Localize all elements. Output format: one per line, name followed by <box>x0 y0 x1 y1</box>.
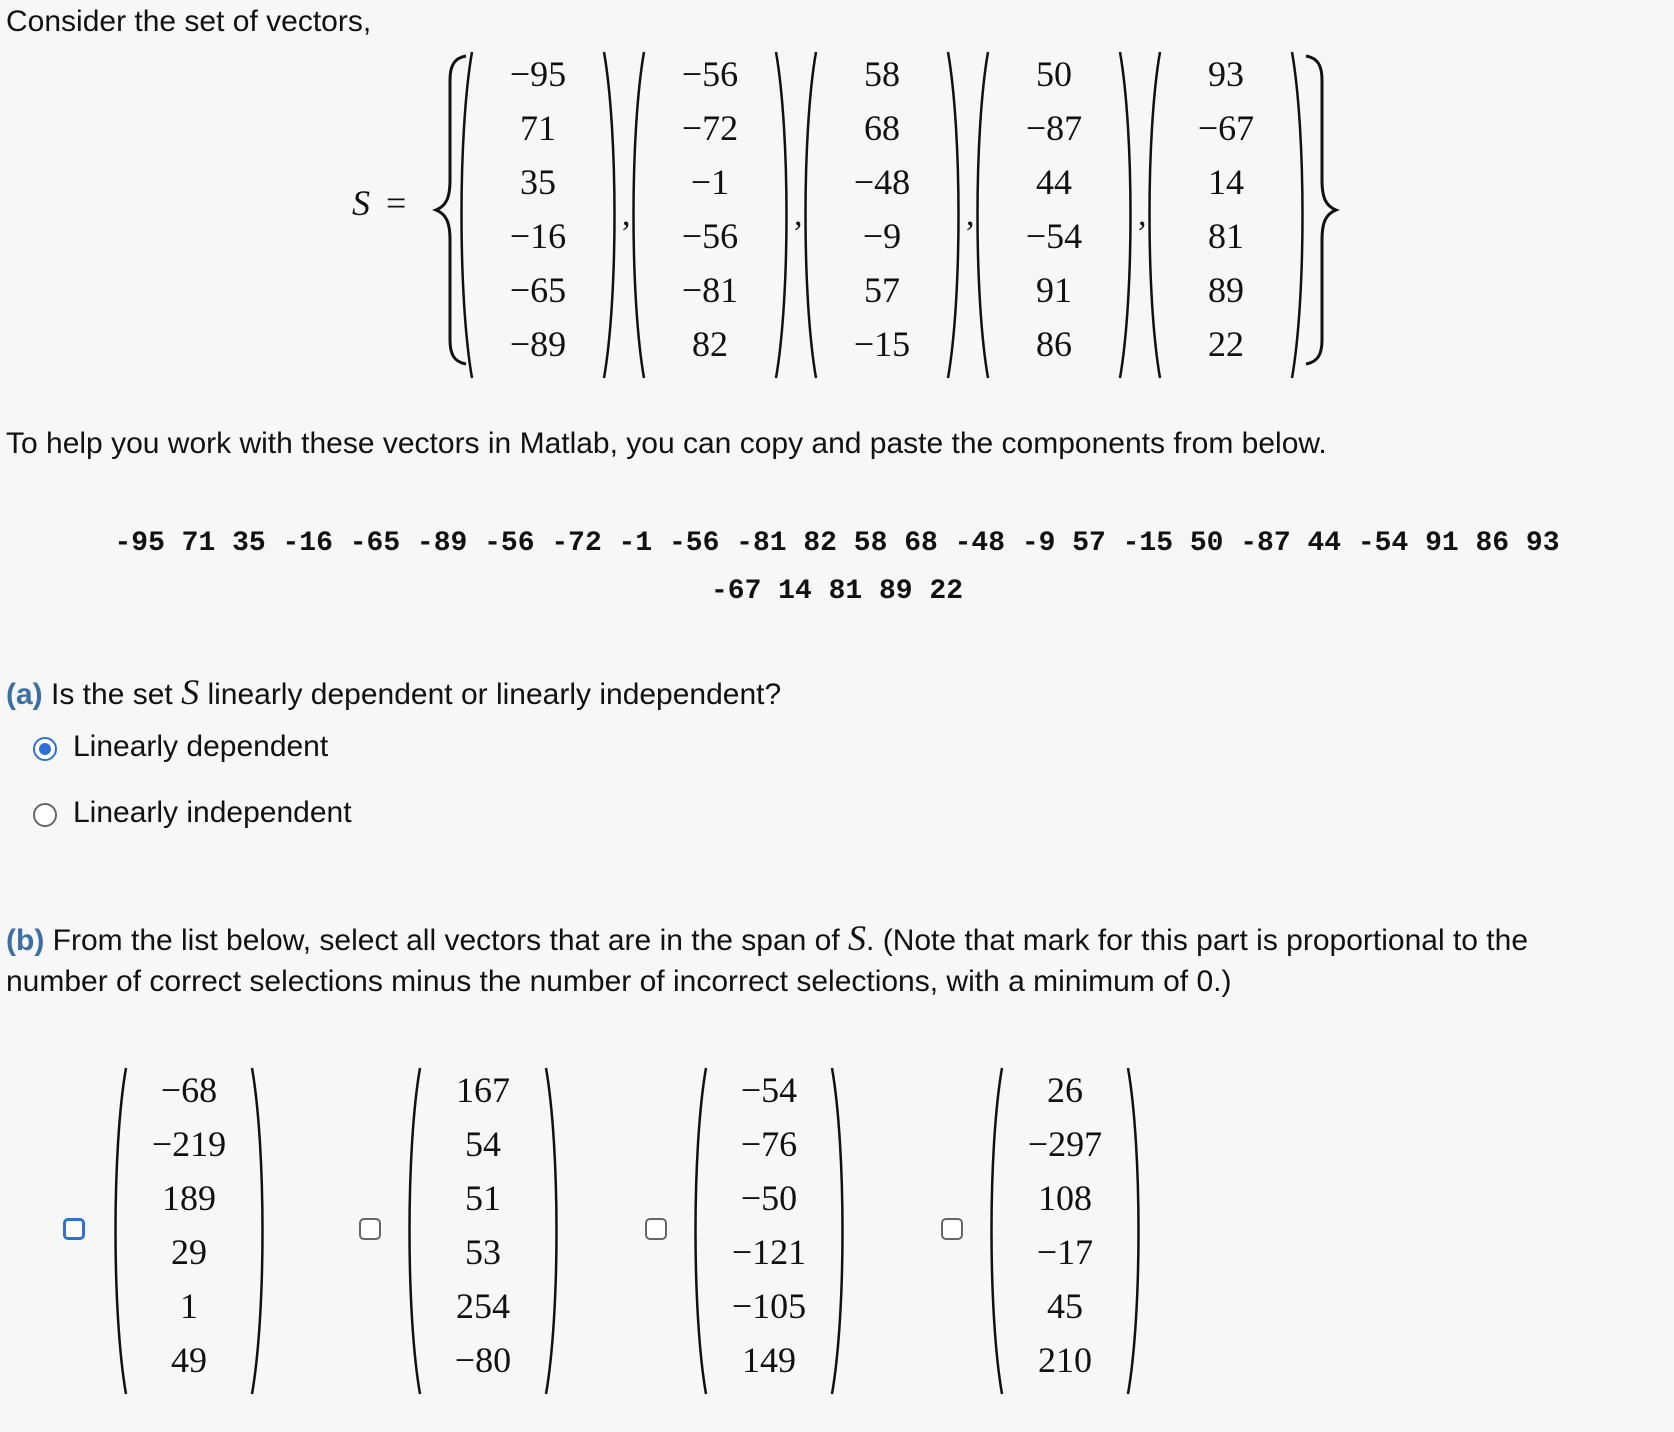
vector-entry: −56 <box>681 216 739 256</box>
vector-entry: 149 <box>742 1340 796 1380</box>
vector-entry: 89 <box>1208 270 1244 310</box>
vector-entry: 91 <box>1036 270 1072 310</box>
vector-separator: , <box>1138 196 1147 233</box>
vector-entry: 71 <box>520 108 556 148</box>
set-vector-3 <box>814 50 950 380</box>
vector-entry: −81 <box>681 270 739 310</box>
part-b-question-line-2: number of correct selections minus the number of incorrect selections, with a minimum of 0.) <box>6 965 1232 998</box>
part-b-symbol: S <box>848 918 867 958</box>
vector-entry: −48 <box>853 162 911 202</box>
vector-entry: −67 <box>1197 108 1255 148</box>
vector-entry: 58 <box>864 54 900 94</box>
vector-entry: 86 <box>1036 324 1072 364</box>
vector-entry: −89 <box>509 324 567 364</box>
radio-linearly-dependent[interactable] <box>33 737 57 761</box>
vector-entry: 108 <box>1038 1178 1092 1218</box>
part-a-question-before: Is the set <box>51 678 173 711</box>
choice-vector-2 <box>418 1066 548 1396</box>
equals-sign: = <box>386 183 407 223</box>
vector-entry: 167 <box>456 1070 510 1110</box>
option-linearly-dependent-label[interactable]: Linearly dependent <box>73 730 329 763</box>
vector-entry: −76 <box>740 1124 798 1164</box>
vector-entry: −72 <box>681 108 739 148</box>
checkbox-choice-4[interactable] <box>941 1218 963 1240</box>
vector-entry: −15 <box>853 324 911 364</box>
vector-entry: 68 <box>864 108 900 148</box>
part-a-question-after: linearly dependent or linearly independent? <box>207 678 782 711</box>
part-b-line1-before: From the list below, select all vectors that are in the span of <box>52 924 840 957</box>
vector-entry: −54 <box>740 1070 798 1110</box>
part-a-question <box>6 674 781 713</box>
vector-entry: −17 <box>1036 1232 1094 1272</box>
vector-entry: −16 <box>509 216 567 256</box>
matlab-components-line-1[interactable]: -95 71 35 -16 -65 -89 -56 -72 -1 -56 -81 82 58 68 -48 -9 57 -15 50 -87 44 -54 91 86 93 <box>114 528 1560 559</box>
vector-entry: −1 <box>690 162 730 202</box>
vector-entry: −56 <box>681 54 739 94</box>
part-b-question-line-1 <box>6 920 1528 959</box>
part-b-label: (b) <box>6 924 45 957</box>
choice-vector-1 <box>124 1066 254 1396</box>
checkbox-choice-2[interactable] <box>359 1218 381 1240</box>
vector-entry: −105 <box>731 1286 807 1326</box>
vector-entry: 254 <box>456 1286 510 1326</box>
vector-entry: 45 <box>1047 1286 1083 1326</box>
vector-separator: , <box>794 196 803 233</box>
vector-entry: 35 <box>520 162 556 202</box>
checkbox-choice-3[interactable] <box>645 1218 667 1240</box>
set-vector-1 <box>470 50 606 380</box>
vector-separator: , <box>966 196 975 233</box>
vector-separator: , <box>622 196 631 233</box>
vector-entry: 57 <box>864 270 900 310</box>
set-vector-4 <box>986 50 1122 380</box>
vector-entry: 210 <box>1038 1340 1092 1380</box>
vector-entry: −65 <box>509 270 567 310</box>
vector-entry: 14 <box>1208 162 1244 202</box>
vector-entry: 26 <box>1047 1070 1083 1110</box>
vector-entry: 53 <box>465 1232 501 1272</box>
vector-entry: −297 <box>1027 1124 1103 1164</box>
vector-entry: 50 <box>1036 54 1072 94</box>
vector-entry: 82 <box>692 324 728 364</box>
set-vector-2 <box>642 50 778 380</box>
vector-entry: −9 <box>862 216 902 256</box>
vector-entry: 44 <box>1036 162 1072 202</box>
matlab-components-line-2[interactable]: -67 14 81 89 22 <box>710 576 964 607</box>
option-linearly-independent-label[interactable]: Linearly independent <box>73 796 352 829</box>
set-vector-5 <box>1158 50 1294 380</box>
vector-entry: 54 <box>465 1124 501 1164</box>
vector-entry: 51 <box>465 1178 501 1218</box>
vector-entry: 49 <box>171 1340 207 1380</box>
part-b-line1-after: . (Note that mark for this part is proportional to the <box>866 924 1529 957</box>
choice-vector-4 <box>1000 1066 1130 1396</box>
vector-entry: 189 <box>162 1178 216 1218</box>
vector-entry: −95 <box>509 54 567 94</box>
checkbox-choice-1[interactable] <box>63 1218 85 1240</box>
vector-entry: −80 <box>454 1340 512 1380</box>
vector-entry: 81 <box>1208 216 1244 256</box>
vector-entry: 93 <box>1208 54 1244 94</box>
intro-text: Consider the set of vectors, <box>6 5 372 38</box>
vector-entry: −54 <box>1025 216 1083 256</box>
radio-linearly-independent[interactable] <box>33 803 57 827</box>
part-a-symbol: S <box>181 672 200 712</box>
part-a-label: (a) <box>6 678 43 711</box>
matlab-help-text: To help you work with these vectors in Matlab, you can copy and paste the components from below. <box>6 427 1327 460</box>
vector-entry: 1 <box>180 1286 198 1326</box>
vector-entry: 29 <box>171 1232 207 1272</box>
vector-entry: 22 <box>1208 324 1244 364</box>
vector-entry: −50 <box>740 1178 798 1218</box>
choice-vector-3 <box>704 1066 834 1396</box>
vector-entry: −121 <box>731 1232 807 1272</box>
set-symbol: S <box>352 183 370 223</box>
vector-entry: −68 <box>160 1070 218 1110</box>
vector-entry: −219 <box>151 1124 227 1164</box>
vector-entry: −87 <box>1025 108 1083 148</box>
